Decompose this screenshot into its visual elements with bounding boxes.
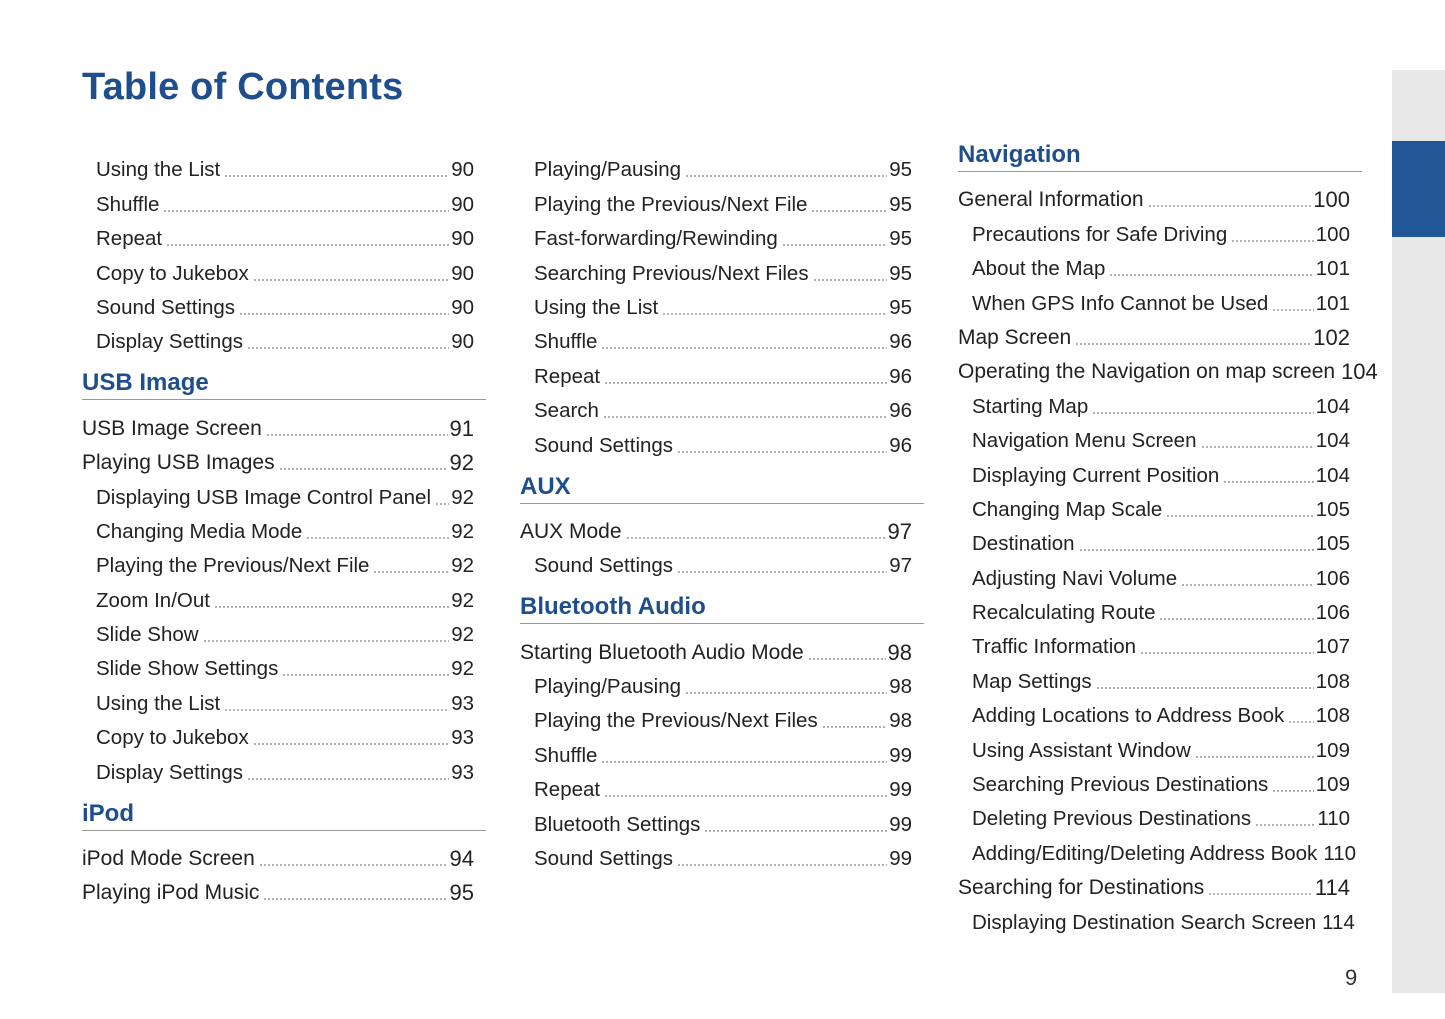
dot-leader (1096, 687, 1314, 689)
toc-entry[interactable] (82, 510, 474, 544)
toc-entry-page: 92 (451, 588, 474, 612)
dot-leader (601, 347, 887, 349)
toc-entry-page: 96 (889, 330, 912, 354)
toc-entry[interactable] (958, 316, 1350, 350)
dot-leader (1140, 652, 1314, 654)
dot-leader (282, 674, 449, 676)
dot-leader (704, 830, 887, 832)
toc-entry[interactable] (82, 406, 474, 440)
toc-entry[interactable] (520, 182, 912, 216)
section-heading: USB Image (82, 368, 486, 400)
toc-entry-title: Playing/Pausing (534, 675, 682, 699)
toc-entry-title: Bluetooth Settings (534, 812, 701, 836)
toc-entry-title: Map Screen (958, 325, 1072, 349)
toc-entry[interactable] (958, 625, 1350, 659)
toc-entry[interactable] (958, 763, 1350, 797)
dot-leader (822, 726, 887, 728)
toc-entry-page: 92 (451, 554, 474, 578)
toc-entry-title: When GPS Info Cannot be Used (972, 291, 1269, 315)
dot-leader (247, 778, 449, 780)
dot-leader (1195, 756, 1314, 758)
toc-entry[interactable] (520, 630, 912, 664)
toc-entry-page: 106 (1315, 601, 1350, 625)
toc-entry-page: 92 (451, 623, 474, 647)
dot-leader (259, 864, 448, 866)
dot-leader (306, 537, 449, 539)
dot-leader (163, 210, 449, 212)
toc-entry[interactable] (82, 475, 474, 509)
toc-entry-page: 97 (887, 518, 912, 544)
toc-entry-title: Search (534, 399, 599, 423)
toc-entry-title: Operating the Navigation on map screen (958, 360, 1336, 384)
dot-leader (214, 606, 449, 608)
dot-leader (811, 210, 887, 212)
toc-entry-title: Copy to Jukebox (96, 261, 249, 285)
toc-entry-page: 96 (889, 364, 912, 388)
toc-entry-page: 99 (889, 778, 912, 802)
toc-entry-title: Navigation Menu Screen (972, 429, 1197, 453)
toc-entry[interactable] (520, 389, 912, 423)
dot-leader (1166, 515, 1313, 517)
toc-entry-page: 90 (451, 192, 474, 216)
toc-entry-title: Displaying Current Position (972, 463, 1220, 487)
dot-leader (662, 313, 887, 315)
toc-entry[interactable] (958, 453, 1350, 487)
dot-leader (435, 503, 449, 505)
toc-entry-title: Sound Settings (534, 554, 674, 578)
toc-entry-title: Adding/Editing/Deleting Address Book (972, 841, 1318, 865)
dot-leader (1223, 481, 1314, 483)
toc-entry-page: 96 (889, 399, 912, 423)
toc-entry[interactable] (958, 281, 1350, 315)
toc-entry-title: Starting Bluetooth Audio Mode (520, 640, 804, 664)
toc-entry[interactable] (958, 178, 1350, 212)
toc-column-3 (958, 140, 1378, 935)
toc-entry[interactable] (82, 182, 474, 216)
toc-entry[interactable] (520, 768, 912, 802)
toc-entry-page: 92 (451, 657, 474, 681)
toc-entry-title: iPod Mode Screen (82, 847, 255, 871)
toc-entry-title: Map Settings (972, 669, 1092, 693)
toc-entry-title: Sound Settings (534, 847, 674, 871)
toc-entry-title: Searching Previous Destinations (972, 773, 1269, 797)
toc-entry-title: USB Image Screen (82, 416, 262, 440)
toc-entry-page: 99 (889, 812, 912, 836)
toc-entry[interactable] (958, 419, 1350, 453)
toc-entry-page: 101 (1315, 291, 1350, 315)
toc-entry[interactable] (520, 510, 912, 544)
toc-entry[interactable] (82, 217, 474, 251)
toc-entry-title: Playing/Pausing (534, 158, 682, 182)
toc-entry-page: 90 (451, 158, 474, 182)
toc-entry[interactable] (82, 286, 474, 320)
dot-leader (604, 795, 887, 797)
section-heading: iPod (82, 799, 486, 831)
dot-leader (203, 640, 450, 642)
page-number: 9 (1345, 965, 1358, 990)
toc-entry-page: 91 (449, 415, 474, 441)
toc-entry-title: Shuffle (534, 330, 598, 354)
toc-entry-title: Changing Map Scale (972, 497, 1163, 521)
toc-entry[interactable] (520, 148, 912, 182)
dot-leader (224, 709, 449, 711)
toc-entry-title: Playing the Previous/Next Files (534, 709, 818, 733)
toc-entry-title: Repeat (534, 778, 601, 802)
toc-entry[interactable] (520, 544, 912, 578)
dot-leader (685, 175, 887, 177)
toc-entry-page: 98 (887, 639, 912, 665)
toc-entry-page: 92 (449, 450, 474, 476)
toc-entry-page: 104 (1315, 429, 1350, 453)
toc-entry-title: Copy to Jukebox (96, 726, 249, 750)
toc-entry-page: 90 (451, 261, 474, 285)
toc-entry[interactable] (958, 488, 1350, 522)
toc-entry[interactable] (958, 694, 1350, 728)
dot-leader (1079, 549, 1314, 551)
dot-leader (685, 692, 887, 694)
dot-leader (247, 347, 449, 349)
toc-entry-title: Shuffle (534, 743, 598, 767)
dot-leader (1255, 824, 1315, 826)
toc-entry[interactable] (82, 148, 474, 182)
toc-entry-page: 93 (451, 760, 474, 784)
section-heading: Navigation (958, 140, 1362, 172)
toc-column-2 (520, 148, 912, 871)
dot-leader (677, 571, 887, 573)
toc-entry-title: Slide Show (96, 623, 199, 647)
toc-entry-page: 90 (451, 295, 474, 319)
toc-entry-page: 100 (1313, 187, 1350, 213)
toc-entry[interactable] (520, 217, 912, 251)
dot-leader (373, 571, 449, 573)
page-title: Table of Contents (82, 66, 404, 108)
toc-entry-page: 108 (1315, 704, 1350, 728)
toc-entry[interactable] (520, 733, 912, 767)
toc-entry-page: 95 (889, 192, 912, 216)
section-heading: AUX (520, 472, 924, 504)
toc-entry-page: 94 (449, 846, 474, 872)
toc-entry-page: 110 (1317, 807, 1350, 831)
toc-entry-page: 92 (451, 519, 474, 543)
dot-leader (279, 468, 448, 470)
toc-entry-page: 114 (1314, 875, 1350, 901)
toc-entry-title: Shuffle (96, 192, 160, 216)
toc-entry[interactable] (520, 286, 912, 320)
toc-entry-title: Playing USB Images (82, 451, 275, 475)
dot-leader (808, 658, 886, 660)
toc-entry[interactable] (520, 354, 912, 388)
toc-entry-title: Playing the Previous/Next File (534, 192, 808, 216)
toc-entry-page: 104 (1315, 394, 1350, 418)
toc-entry[interactable] (520, 423, 912, 457)
toc-entry-page: 105 (1315, 497, 1350, 521)
dot-leader (1231, 240, 1314, 242)
toc-entry[interactable] (958, 384, 1350, 418)
toc-entry-title: Sound Settings (96, 295, 236, 319)
toc-entry[interactable] (82, 647, 474, 681)
toc-entry[interactable] (82, 716, 474, 750)
toc-entry-page: 98 (889, 709, 912, 733)
toc-entry-page: 93 (451, 691, 474, 715)
toc-entry-page: 99 (889, 847, 912, 871)
toc-entry-title: AUX Mode (520, 519, 622, 543)
toc-entry-page: 95 (889, 158, 912, 182)
toc-entry-page: 107 (1315, 635, 1350, 659)
toc-entry-title: Displaying Destination Search Screen (972, 910, 1317, 934)
toc-entry[interactable] (958, 556, 1350, 590)
toc-entry-page: 114 (1322, 910, 1355, 934)
toc-entry-title: Playing iPod Music (82, 881, 260, 905)
toc-entry[interactable] (958, 522, 1350, 556)
dot-leader (626, 537, 886, 539)
toc-entry-title: Displaying USB Image Control Panel (96, 485, 431, 509)
toc-entry-page: 108 (1315, 669, 1350, 693)
toc-entry-title: Adding Locations to Address Book (972, 704, 1285, 728)
toc-entry-page: 106 (1315, 566, 1350, 590)
toc-entry-page: 101 (1315, 257, 1350, 281)
dot-leader (603, 416, 887, 418)
toc-entry-page: 90 (451, 330, 474, 354)
toc-entry[interactable] (82, 837, 474, 871)
dot-leader (224, 175, 449, 177)
toc-entry-title: Recalculating Route (972, 601, 1156, 625)
toc-entry-title: Playing the Previous/Next File (96, 554, 370, 578)
dot-leader (601, 761, 887, 763)
dot-leader (604, 382, 887, 384)
toc-entry[interactable] (958, 728, 1350, 762)
toc-entry-title: Starting Map (972, 394, 1089, 418)
dot-leader (677, 864, 887, 866)
toc-entry[interactable] (520, 665, 912, 699)
toc-entry[interactable] (82, 578, 474, 612)
dot-leader (1272, 790, 1314, 792)
toc-entry-title: Repeat (96, 227, 163, 251)
toc-entry-page: 95 (889, 227, 912, 251)
toc-entry-page: 98 (889, 675, 912, 699)
toc-entry-page: 95 (889, 261, 912, 285)
toc-entry-title: Repeat (534, 364, 601, 388)
toc-entry-page: 102 (1313, 324, 1350, 350)
dot-leader (266, 434, 448, 436)
dot-leader (1272, 309, 1314, 311)
toc-entry[interactable] (82, 441, 474, 475)
toc-entry-page: 109 (1315, 773, 1350, 797)
dot-leader (1109, 274, 1313, 276)
toc-entry-title: Traffic Information (972, 635, 1137, 659)
toc-entry[interactable] (958, 247, 1350, 281)
toc-entry-title: About the Map (972, 257, 1106, 281)
toc-entry-title: Precautions for Safe Driving (972, 222, 1228, 246)
toc-entry-title: Sound Settings (534, 433, 674, 457)
toc-entry-page: 104 (1341, 359, 1378, 385)
toc-entry-page: 104 (1315, 463, 1350, 487)
toc-entry[interactable] (520, 699, 912, 733)
toc-entry[interactable] (958, 900, 1355, 934)
dot-leader (166, 244, 449, 246)
toc-entry[interactable] (520, 320, 912, 354)
toc-entry-page: 105 (1315, 532, 1350, 556)
toc-entry-title: Using the List (96, 691, 221, 715)
toc-entry-title: Slide Show Settings (96, 657, 279, 681)
toc-entry-title: Deleting Previous Destinations (972, 807, 1252, 831)
toc-entry[interactable] (958, 831, 1356, 865)
toc-entry[interactable] (958, 797, 1350, 831)
toc-entry[interactable] (520, 802, 912, 836)
dot-leader (1208, 893, 1313, 895)
side-tab-marker (1392, 141, 1445, 237)
toc-entry-title: Changing Media Mode (96, 519, 303, 543)
toc-entry-title: General Information (958, 188, 1144, 212)
toc-entry-title: Using Assistant Window (972, 738, 1191, 762)
toc-column-1 (82, 148, 474, 905)
toc-entry-title: Using the List (96, 158, 221, 182)
toc-entry[interactable] (82, 251, 474, 285)
toc-entry-title: Display Settings (96, 330, 243, 354)
toc-entry-title: Adjusting Navi Volume (972, 566, 1178, 590)
toc-entry-page: 99 (889, 743, 912, 767)
toc-entry-page: 95 (449, 880, 474, 906)
toc-entry[interactable] (958, 212, 1350, 246)
toc-entry[interactable] (82, 750, 474, 784)
dot-leader (1159, 618, 1313, 620)
dot-leader (782, 244, 887, 246)
toc-entry-page: 110 (1323, 841, 1356, 865)
toc-entry[interactable] (82, 681, 474, 715)
toc-entry-page: 109 (1315, 738, 1350, 762)
toc-entry-page: 100 (1315, 222, 1350, 246)
toc-entry-title: Display Settings (96, 760, 243, 784)
toc-entry-title: Searching for Destinations (958, 876, 1205, 900)
dot-leader (239, 313, 449, 315)
dot-leader (253, 743, 449, 745)
toc-entry-title: Fast-forwarding/Rewinding (534, 227, 778, 251)
dot-leader (263, 898, 447, 900)
toc-entry[interactable] (958, 659, 1350, 693)
dot-leader (677, 451, 887, 453)
dot-leader (1148, 205, 1312, 207)
toc-entry-title: Destination (972, 532, 1075, 556)
section-heading: Bluetooth Audio (520, 592, 924, 624)
toc-entry-title: Searching Previous/Next Files (534, 261, 809, 285)
toc-entry-page: 93 (451, 726, 474, 750)
dot-leader (253, 279, 449, 281)
toc-entry-page: 90 (451, 227, 474, 251)
toc-entry-title: Using the List (534, 295, 659, 319)
dot-leader (813, 279, 888, 281)
dot-leader (1201, 446, 1314, 448)
toc-entry-page: 96 (889, 433, 912, 457)
dot-leader (1092, 412, 1314, 414)
toc-entry-title: Zoom In/Out (96, 588, 210, 612)
toc-entry-page: 92 (451, 485, 474, 509)
toc-entry[interactable] (82, 320, 474, 354)
toc-entry[interactable] (520, 251, 912, 285)
toc-entry[interactable] (958, 350, 1378, 385)
dot-leader (1075, 343, 1311, 345)
toc-entry[interactable] (82, 544, 474, 578)
toc-entry[interactable] (958, 866, 1350, 900)
toc-entry-page: 97 (889, 554, 912, 578)
toc-entry[interactable] (520, 837, 912, 871)
toc-entry-page: 95 (889, 295, 912, 319)
toc-entry[interactable] (82, 613, 474, 647)
dot-leader (1288, 721, 1314, 723)
dot-leader (1181, 584, 1314, 586)
toc-entry[interactable] (82, 871, 474, 905)
toc-entry[interactable] (958, 591, 1350, 625)
